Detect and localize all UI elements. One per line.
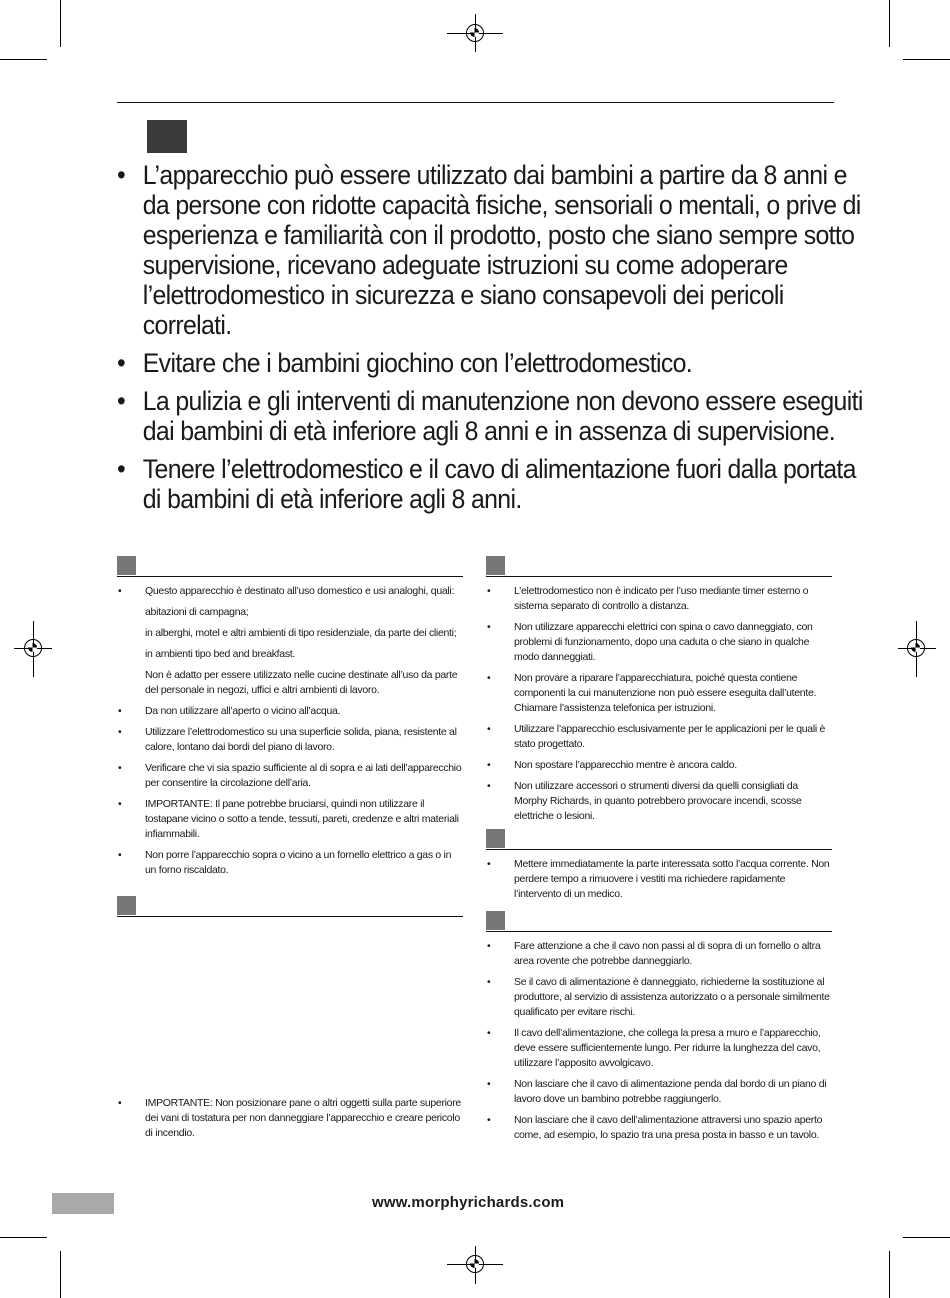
list-item: • Non utilizzare apparecchi elettrici con spina o cavo danneggiato, con problemi di funzionamento, dopo una caduta o che siano in qualche modo danneggiati. [486, 620, 832, 665]
section-marker [117, 896, 136, 915]
crop-mark [60, 0, 61, 47]
list-subitem: in ambienti tipo bed and breakfast. [145, 648, 296, 660]
registration-mark-icon [466, 1255, 484, 1273]
list-item: • L’elettrodomestico non è indicato per l’uso mediante timer esterno o sistema separato di controllo a distanza. [486, 584, 832, 614]
list-subitem: abitazioni di campagna; [145, 606, 249, 618]
right-section-3 [486, 911, 832, 1149]
item-list [117, 584, 463, 878]
list-item: • Se il cavo di alimentazione è danneggiato, richiederne la sostituzione al produttore, al servizio di assistenza autorizzato o a personale similmente qualificato per evitare rischi. [486, 975, 832, 1020]
section-header [486, 911, 832, 932]
item-list [486, 857, 832, 902]
list-item: • Non spostare l’apparecchio mentre è ancora caldo. [486, 758, 832, 773]
list-item: • Non porre l’apparecchio sopra o vicino a un fornello elettrico a gas o in un forno riscaldato. [117, 848, 463, 878]
page-number-tab [52, 1193, 114, 1214]
crop-mark [889, 1251, 890, 1298]
list-subitem: in alberghi, motel e altri ambienti di tipo residenziale, da parte dei clienti; [145, 627, 457, 639]
right-section-1 [486, 556, 832, 830]
section-marker [486, 911, 505, 930]
crop-mark [889, 0, 890, 47]
crop-mark [0, 59, 47, 60]
registration-mark-icon [24, 639, 42, 657]
left-section-2-items [117, 1096, 463, 1147]
section-header [486, 829, 832, 850]
left-section-1 [117, 556, 463, 884]
right-section-2 [486, 829, 832, 908]
registration-mark-icon [907, 639, 925, 657]
top-rule [117, 102, 834, 103]
list-item: • Utilizzare l’elettrodomestico su una superficie solida, piana, resistente al calore, lontano dai bordi del piano di lavoro. [117, 725, 463, 755]
lead-bullet-list [117, 160, 863, 522]
registration-mark-icon [466, 24, 484, 42]
lead-bullet: • Tenere l’elettrodomestico e il cavo di alimentazione fuori dalla portata di bambini di età inferiore agli 8 anni. [117, 454, 870, 514]
item-list [486, 939, 832, 1143]
crop-mark [903, 59, 950, 60]
section-marker [486, 829, 505, 848]
section-title-block [147, 120, 187, 153]
lead-bullet: • L’apparecchio può essere utilizzato dai bambini a partire da 8 anni e da persone con ridotte capacità fisiche, sensoriali o mentali, o prive di esperienza e familiarità con il prodotto, posto che siano sempre sotto supervisione, ricevano adeguate istruzioni su come adoperare l’elettrodomestico in sicurezza e siano consapevoli dei pericoli correlati. [117, 160, 870, 340]
section-header [117, 556, 463, 577]
crop-mark [0, 1237, 47, 1238]
list-item: • Il cavo dell’alimentazione, che collega la presa a muro e l’apparecchio, deve essere sufficientemente lungo. Per ridurre la lunghezza del cavo, utilizzare l’apposito avvolgicavo. [486, 1026, 832, 1071]
list-item: • Non lasciare che il cavo dell’alimentazione attraversi uno spazio aperto come, ad esempio, lo spazio tra una presa posta in basso e un tavolo. [486, 1113, 832, 1143]
section-header [117, 896, 463, 917]
item-list [117, 1096, 463, 1141]
list-item: • Non lasciare che il cavo di alimentazione penda dal bordo di un piano di lavoro dove un bambino potrebbe raggiungerlo. [486, 1077, 832, 1107]
lead-bullet: • La pulizia e gli interventi di manutenzione non devono essere eseguiti dai bambini di età inferiore agli 8 anni e in assenza di supervisione. [117, 386, 870, 446]
crop-mark [903, 1237, 950, 1238]
left-section-2 [117, 896, 463, 924]
list-item: • Utilizzare l’apparecchio esclusivamente per le applicazioni per le quali è stato progettato. [486, 722, 832, 752]
list-item: • Mettere immediatamente la parte interessata sotto l’acqua corrente. Non perdere tempo a rimuovere i vestiti ma richiedere rapidamente l’intervento di un medico. [486, 857, 832, 902]
list-item: • Da non utilizzare all’aperto o vicino all’acqua. [117, 704, 463, 719]
list-item: • Questo apparecchio è destinato all’uso domestico e usi analoghi, quali: [117, 584, 463, 599]
list-item: • Non provare a riparare l’apparecchiatura, poiché questa contiene componenti la cui manutenzione non può essere eseguita dall’utente. Chiamare l’assistenza telefonica per istruzioni. [486, 671, 832, 716]
list-item: • Non utilizzare accessori o strumenti diversi da quelli consigliati da Morphy Richards, in quanto potrebbero provocare incendi, scosse elettriche o lesioni. [486, 779, 832, 824]
footer-url[interactable]: www.morphyrichards.com [372, 1194, 565, 1211]
list-item: • Fare attenzione a che il cavo non passi al di sopra di un fornello o altra area rovente che potrebbe danneggiarlo. [486, 939, 832, 969]
section-marker [117, 556, 136, 575]
lead-bullet: • Evitare che i bambini giochino con l’elettrodomestico. [117, 348, 870, 378]
list-subitem: Non è adatto per essere utilizzato nelle cucine destinate all’uso da parte del personale in negozi, uffici e altri ambienti di lavoro. [145, 669, 458, 696]
section-header [486, 556, 832, 577]
crop-mark [60, 1251, 61, 1298]
list-item: • IMPORTANTE: Non posizionare pane o altri oggetti sulla parte superiore dei vani di tostatura per non danneggiare l’apparecchio e creare pericolo di incendio. [117, 1096, 463, 1141]
item-list [486, 584, 832, 824]
list-item: • IMPORTANTE: Il pane potrebbe bruciarsi, quindi non utilizzare il tostapane vicino o sotto a tende, tessuti, pareti, credenze e altri materiali infiammabili. [117, 797, 463, 842]
list-item: • Verificare che vi sia spazio sufficiente al di sopra e ai lati dell’apparecchio per consentire la circolazione dell’aria. [117, 761, 463, 791]
section-marker [486, 556, 505, 575]
